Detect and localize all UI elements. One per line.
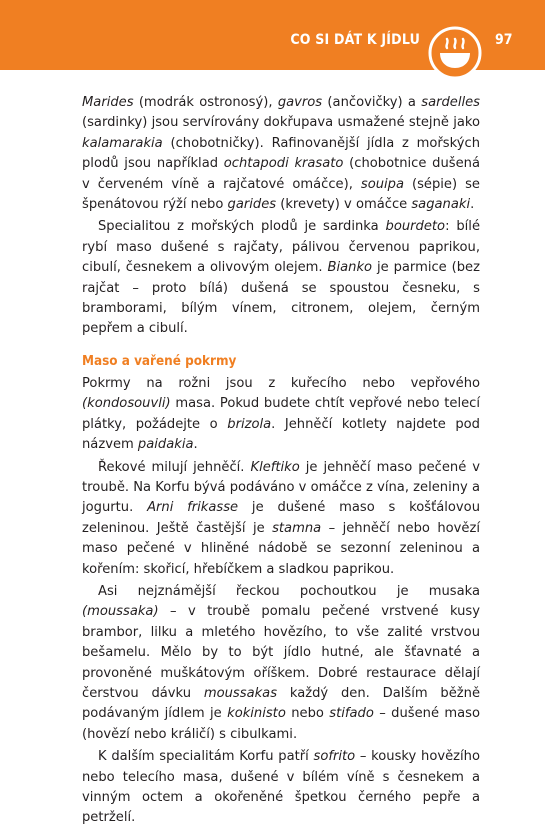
text-run: . Jehněčí kotlety najdete pod názvem: [82, 416, 480, 453]
italic-term: ochtapodi krasato: [223, 156, 344, 172]
italic-term: bourdeto: [385, 219, 446, 235]
italic-term: stifado: [329, 706, 374, 722]
italic-term: (kondosouvli): [82, 396, 171, 412]
text-run: Maso a vařené pokrmy: [82, 353, 237, 369]
bowl-steam-icon: [428, 26, 482, 80]
italic-term: sofrito: [313, 749, 356, 765]
text-run: masa. Pokud budete chtít vepřové nebo telecí plátky, požádejte o: [82, 396, 480, 432]
italic-term: kokinisto: [227, 706, 286, 722]
text-run: : bílé rybí maso dušené s rajčaty, pálivou červenou paprikou, cibulí, česnekem a olivovým olejem.: [82, 219, 480, 276]
text-run: je parmice (bez rajčat – proto bílá) dušená se spoustou česneku, s bramborami, bílým vínem, citronem, olejem, černým pepřem a cibulí.: [82, 260, 480, 337]
italic-term: sardelles: [421, 95, 480, 110]
italic-term: saganaki: [411, 197, 471, 213]
text-run: (ančovičky) a: [322, 95, 422, 110]
italic-term: paidakia: [137, 437, 194, 453]
italic-term: garides: [227, 197, 277, 213]
text-run: (sardinky) jsou servírovány dokřupava usmažené stejně jako: [82, 115, 480, 131]
italic-term: souipa: [360, 176, 404, 192]
section-title: CO SI DÁT K JÍDLU: [290, 32, 420, 48]
article-body: [82, 93, 480, 831]
paragraph: [82, 374, 480, 456]
text-run: (krevety) v omáčce: [276, 197, 412, 213]
section-heading: [82, 352, 480, 372]
italic-term: stamna: [272, 520, 322, 536]
italic-term: Kleftiko: [250, 459, 300, 475]
text-run: K dalším specialitám Korfu patří: [98, 749, 314, 765]
text-run: je jehněčí maso pečené v troubě. Na Korfu bývá podáváno v omáčce z vína, zeleniny a jogurtu.: [82, 459, 481, 516]
italic-term: moussakas: [203, 685, 278, 701]
text-run: každý den. Dalším běžně podávaným jídlem je: [82, 685, 480, 722]
text-run: je dušené maso s košťálovou zeleninou. Ještě častější je: [82, 500, 480, 536]
paragraph: [82, 458, 480, 580]
text-run: Specialitou z mořských plodů je sardinka: [98, 219, 386, 235]
text-run: nebo: [285, 706, 330, 722]
paragraph: [82, 747, 480, 829]
text-run: .: [470, 197, 475, 213]
text-run: .: [193, 437, 198, 453]
italic-term: Bianko: [327, 260, 373, 276]
italic-term: kalamarakia: [82, 135, 163, 151]
text-run: (sépie) se špenátovou rýží nebo: [82, 176, 480, 213]
text-run: (chobotnice dušená v červeném víně a rajčatové omáčce),: [82, 156, 480, 192]
italic-term: gavros: [277, 95, 323, 110]
text-run: Pokrmy na rožni jsou z kuřecího nebo vepřového: [82, 375, 480, 391]
page-number: 97: [495, 32, 513, 48]
text-run: (modrák ostronosý),: [133, 95, 278, 110]
italic-term: Marides: [82, 95, 134, 110]
paragraph: [82, 582, 480, 745]
italic-term: (moussaka): [82, 604, 159, 620]
paragraph: [82, 93, 480, 215]
italic-term: Arni frikasse: [147, 500, 239, 516]
italic-term: brizola: [227, 416, 272, 432]
text-run: – jehněčí nebo hovězí maso pečené v hliněné nádobě se sezonní zeleninou a kořením: skořicí, hřebíčkem a sladkou paprikou.: [82, 520, 480, 577]
text-run: Asi nejznámější řeckou pochoutkou je musaka: [98, 583, 480, 599]
text-run: – kousky hovězího nebo telecího masa, dušené v bílém víně s česnekem a vinným octem a okořeněné špetkou černého pepře a petrželí.: [82, 749, 480, 826]
text-run: – dušené maso (hovězí nebo králičí) s cibulkami.: [82, 706, 480, 742]
text-run: Řekové milují jehněčí.: [98, 459, 251, 475]
text-run: (chobotničky). Rafinovanější jídla z mořských plodů jsou například: [82, 135, 480, 172]
text-run: – v troubě pomalu pečené vrstvené kusy brambor, lilku a mletého hovězího, to vše zalité vrstvou bešamelu. Mělo by to být jídlo hutné, ale šťavnaté a provoněné muškátovým oříškem. Dobré restaurace dělají čerstvou dávku: [82, 604, 480, 701]
paragraph: [82, 217, 480, 339]
